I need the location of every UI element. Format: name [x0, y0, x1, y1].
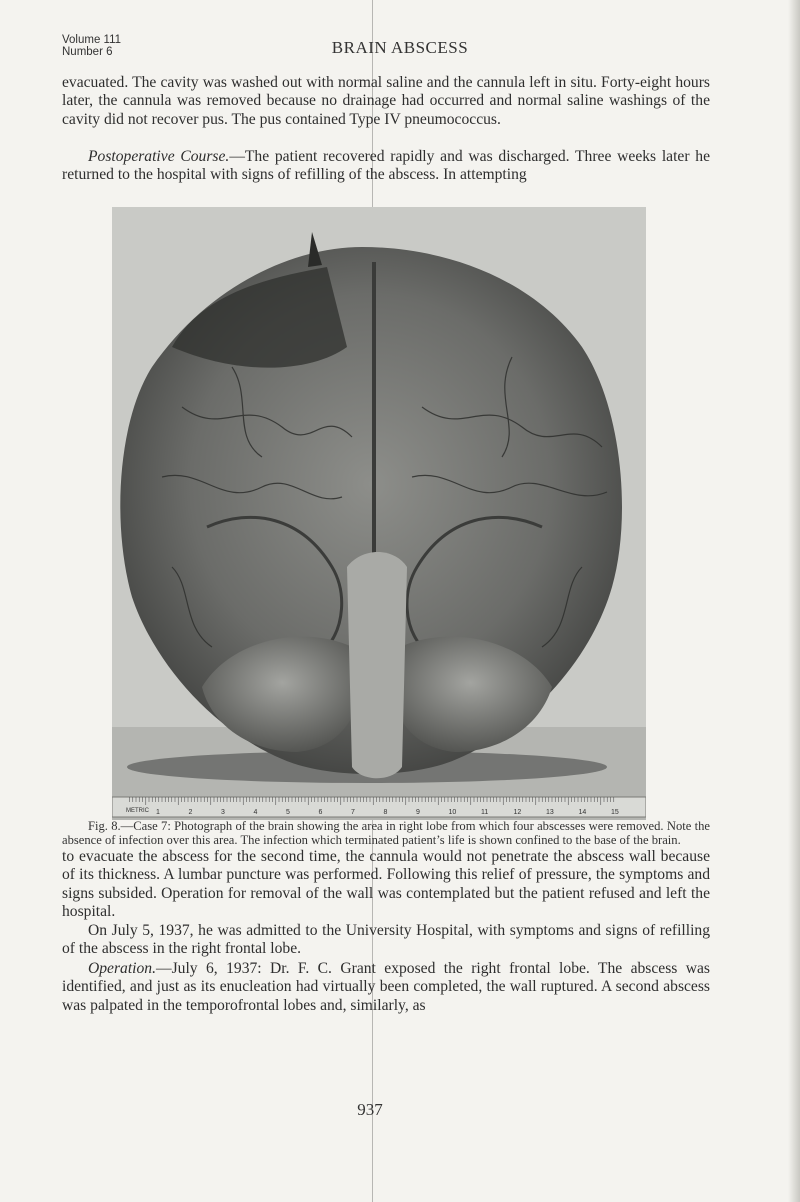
- postoperative-course-text: —The patient recovered rapidly and was discharged. Three weeks later he returned to the hospital with signs of refilling of the abscess. In attempting: [62, 148, 710, 184]
- ruler-number: 15: [611, 809, 619, 816]
- paragraph-postoperative-course: [62, 148, 710, 185]
- brain-photograph: [112, 207, 646, 820]
- ruler-number: 10: [448, 809, 457, 816]
- ruler-number: 11: [481, 809, 489, 816]
- ruler-number: 7: [351, 809, 355, 816]
- page-number: 937: [357, 1100, 383, 1119]
- ruler-number: 4: [253, 809, 258, 816]
- volume-label: Volume 111: [62, 34, 122, 46]
- ruler-number: 5: [286, 809, 290, 816]
- operation-text: —July 6, 1937: Dr. F. C. Grant exposed the right frontal lobe. The abscess was identified, and just as its enucleation had virtually been completed, the wall ruptured. A second abscess was palpated in the temporofrontal lobes and, similarly, as: [62, 960, 710, 1014]
- ruler-number: 8: [383, 809, 388, 816]
- postoperative-course-heading: Postoperative Course.: [88, 148, 230, 165]
- paragraph-admission: On July 5, 1937, he was admitted to the University Hospital, with symptoms and signs of refilling of the abscess in the right frontal lobe.: [62, 922, 710, 958]
- ruler-number: 14: [578, 809, 587, 816]
- ruler-label: METRIC: [126, 808, 149, 814]
- ruler-number: 1: [156, 809, 160, 816]
- number-label: Number 6: [62, 46, 113, 58]
- running-title: BRAIN ABSCESS: [331, 38, 469, 57]
- ruler-number: 12: [513, 809, 522, 816]
- page-edge-shadow: [788, 0, 800, 1202]
- brain-photograph-svg: [112, 207, 646, 820]
- paragraph-evacuated: evacuated. The cavity was washed out with normal saline and the cannula left in situ. Forty-eight hours later, the cannula was removed because no drainage had occurred and normal saline washings of the cavity did not recover pus. The pus contained Type IV pneumococcus.: [62, 74, 710, 128]
- ruler-number: 13: [546, 809, 554, 816]
- ruler-number: 3: [221, 809, 225, 816]
- paragraph-operation: [62, 960, 710, 1015]
- figure-caption: Fig. 8.—Case 7: Photograph of the brain showing the area in right lobe from which four abscesses were removed. Note the absence of infection over this area. The infection which terminated patient’s life is shown confined to the base of the brain.: [62, 819, 710, 847]
- brainstem: [347, 552, 407, 778]
- ruler-number: 2: [188, 809, 193, 816]
- paragraph-second-evacuation: to evacuate the abscess for the second time, the cannula would not penetrate the abscess wall because of its thickness. A lumbar puncture was performed. Following this relief of pressure, the symptoms and signs subsided. Operation for removal of the wall was contemplated but the patient refused and left the hospital.: [62, 848, 710, 920]
- ruler-number: 6: [318, 809, 323, 816]
- ruler-number: 9: [416, 809, 420, 816]
- operation-heading: Operation.: [88, 960, 157, 977]
